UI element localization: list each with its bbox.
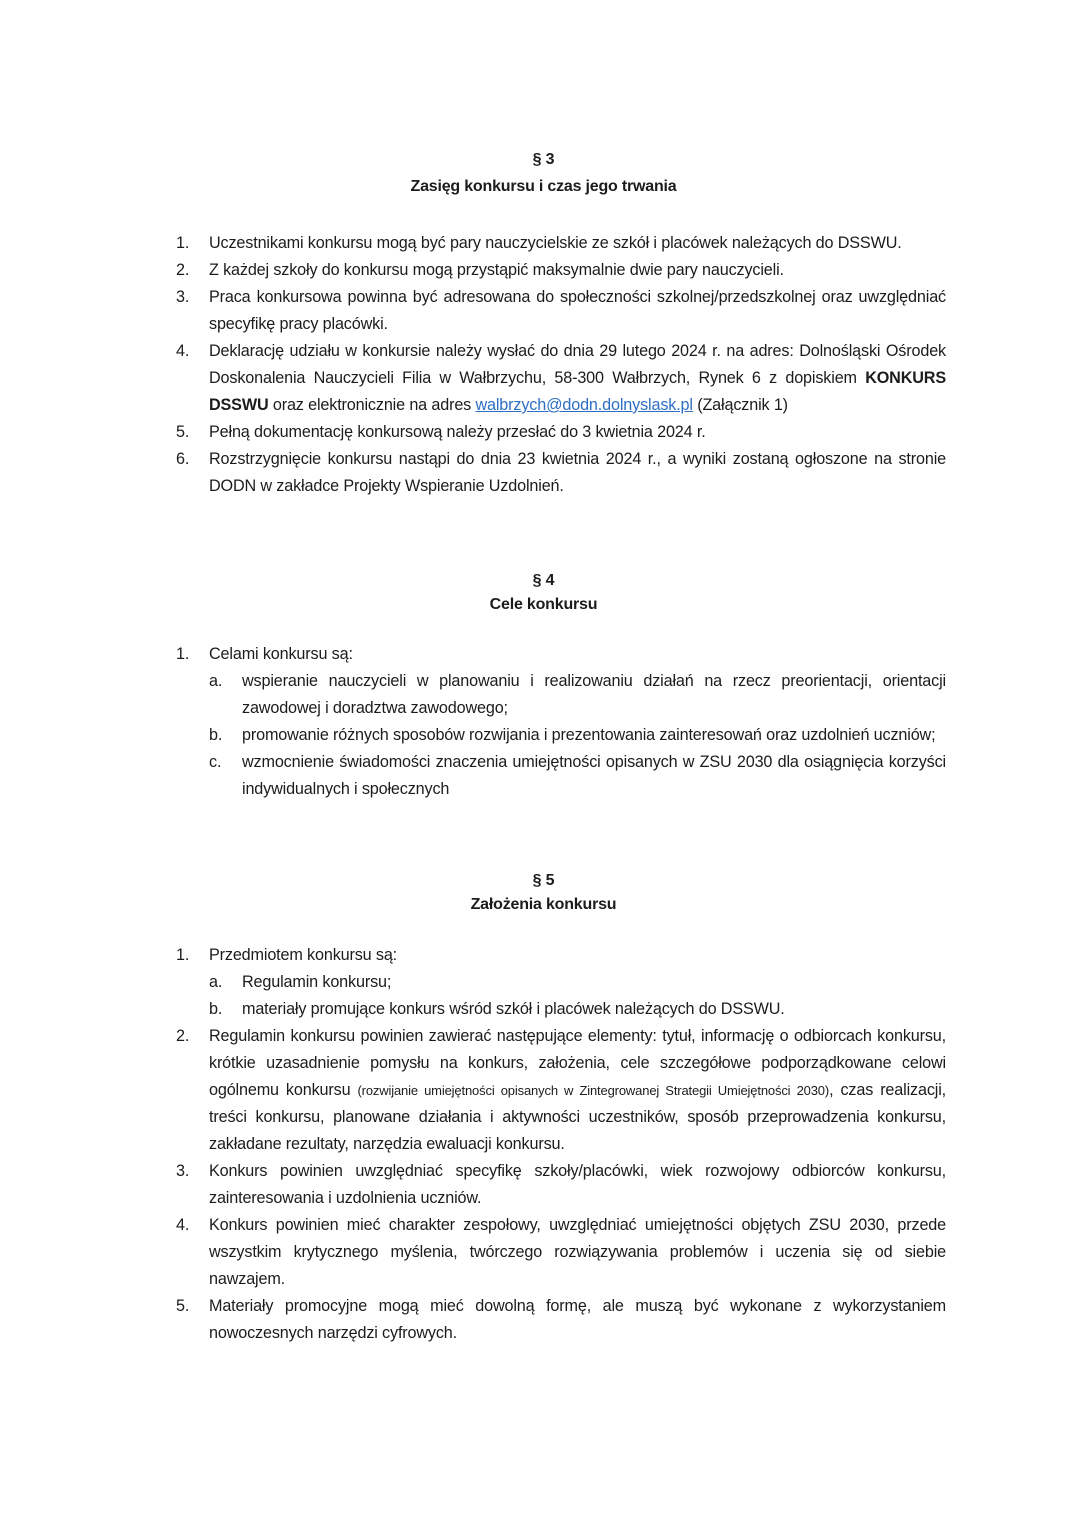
list-item: 2. Regulamin konkursu powinien zawierać następujące elementy: tytuł, informację o odbiorcach konkursu, krótkie uzasadnienie pomysłu na konkurs, założenia, cele szczegółowe podporządkowane celowi ogólnemu konkursu (rozwijanie umiejętności opisanych w Zintegrowanej Strategii Umiejętności 2030), czas realizacji, treści konkursu, planowane działania i aktywności uczestników, sposób przeprowadzenia konkursu, zakładane rezultaty, narzędzia ewaluacji konkursu. [176, 1027, 947, 1153]
list-item: 5. Pełną dokumentację konkursową należy przesłać do 3 kwietnia 2024 r. [176, 423, 706, 441]
section-4-number: § 4 [532, 572, 555, 589]
list-item: 1. Przedmiotem konkursu są: a. Regulamin konkursu; b. materiały promujące konkurs wśród szkół i placówek należących do DSSWU. [176, 942, 946, 1023]
list-item: 5. Materiały promocyjne mogą mieć dowolną formę, ale muszą być wykonane z wykorzystaniem nowoczesnych narzędzi cyfrowych. [176, 1297, 946, 1342]
list-item: 6. Rozstrzygnięcie konkursu nastąpi do dnia 23 kwietnia 2024 r., a wyniki zostaną ogłoszone na stronie DODN w zakładce Projekty Wspieranie Uzdolnień. [176, 450, 946, 495]
section-4-list [176, 641, 946, 803]
zsu-note: (rozwijanie umiejętności opisanych w Zintegrowanej Strategii Umiejętności 2030) [357, 1083, 830, 1098]
list-item: 3. Konkurs powinien uwzględniać specyfikę szkoły/placówki, wiek rozwojowy odbiorców konkursu, zainteresowania i uzdolnienia uczniów. [176, 1162, 946, 1207]
list-item: 1. Celami konkursu są: a. wspieranie nauczycieli w planowaniu i realizowaniu działań na rzecz preorientacji, orientacji zawodowej i doradztwa zawodowego; b. promowanie różnych sposobów rozwijania i prezentowania zainteresowań oraz uzdolnień uczniów; c. wzmocnienie świadomości znaczenia umiejętności opisanych w ZSU 2030 dla osiągnięcia korzyści indywidualnych i społecznych [176, 641, 946, 803]
sublist [209, 969, 946, 1023]
email-link[interactable]: walbrzych@dodn.dolnyslask.pl [475, 396, 693, 414]
section-3-list [176, 230, 946, 500]
sublist-item: c. wzmocnienie świadomości znaczenia umiejętności opisanych w ZSU 2030 dla osiągnięcia korzyści indywidualnych i społecznych [209, 753, 946, 798]
sublist-item: b. materiały promujące konkurs wśród szkół i placówek należących do DSSWU. [209, 1000, 785, 1018]
sublist-item: a. Regulamin konkursu; [209, 973, 392, 991]
section-5-list [176, 942, 946, 1347]
sublist-item: b. promowanie różnych sposobów rozwijania i prezentowania zainteresowań oraz uzdolnień uczniów; [209, 726, 936, 744]
section-3-number: § 3 [532, 151, 555, 168]
section-4-title: Cele konkursu [489, 596, 598, 613]
section-5-number: § 5 [532, 872, 555, 889]
sublist [209, 668, 946, 803]
section-5-title: Założenia konkursu [470, 896, 617, 913]
list-item: 4. Deklarację udziału w konkursie należy wysłać do dnia 29 lutego 2024 r. na adres: Dolnośląski Ośrodek Doskonalenia Nauczycieli Filia w Wałbrzychu, 58-300 Wałbrzych, Rynek 6 z dopiskiem KONKURS DSSWU oraz elektronicznie na adres walbrzych@dodn.dolnyslask.pl (Załącznik 1) [176, 342, 946, 414]
list-item: 1. Uczestnikami konkursu mogą być pary nauczycielskie ze szkół i placówek należących do DSSWU. [176, 234, 902, 252]
list-item: 4. Konkurs powinien mieć charakter zespołowy, uwzględniać umiejętności objętych ZSU 2030, przede wszystkim krytycznego myślenia, twórczego rozwiązywania problemów i uczenia się od siebie nawzajem. [176, 1216, 946, 1288]
konkurs-dsswu-label: KONKURS DSSWU [209, 369, 946, 414]
section-3-title: Zasięg konkursu i czas jego trwania [410, 178, 677, 195]
list-item: 2. Z każdej szkoły do konkursu mogą przystąpić maksymalnie dwie pary nauczycieli. [176, 261, 784, 279]
sublist-item: a. wspieranie nauczycieli w planowaniu i realizowaniu działań na rzecz preorientacji, orientacji zawodowej i doradztwa zawodowego; [209, 672, 946, 717]
list-item: 3. Praca konkursowa powinna być adresowana do społeczności szkolnej/przedszkolnej oraz uwzględniać specyfikę pracy placówki. [176, 288, 946, 333]
